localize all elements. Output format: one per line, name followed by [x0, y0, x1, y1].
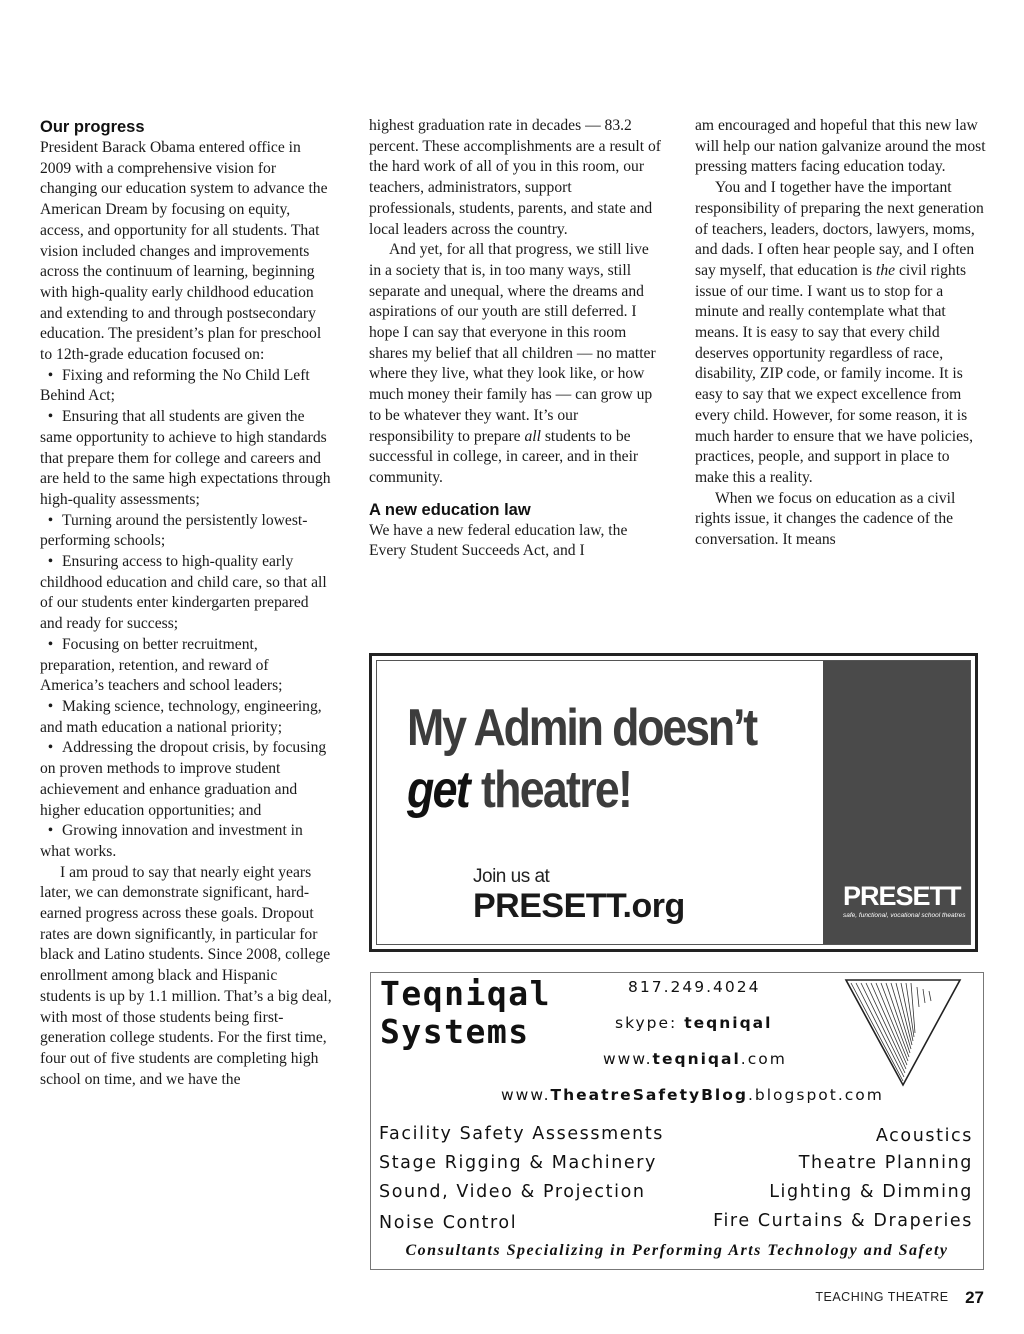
bullet-item: • Ensuring access to high-quality early childhood education and child care, so that all of our students enter kindergarten prepared and ready for success;	[40, 553, 327, 633]
ad-tagline: Consultants Specializing in Performing Arts Technology and Safety	[405, 1242, 949, 1259]
ad-headline-2: get theatre!	[407, 761, 632, 819]
triangle-logo-icon	[843, 977, 963, 1089]
bullet-item: • Addressing the dropout crisis, by focusing on proven methods to improve student achievement and enhance graduation and higher education opportunities; and	[40, 739, 327, 819]
paragraph: You and I together have the important responsibility of preparing the next generation of teachers, leaders, doctors, lawyers, moms, and dads. I often hear people say, and I often say myself, that education is the civil rights issue of our time. I want us to stop for a minute and really contemplate what that means. It is easy to say that every child deserves opportunity regardless of race, disability, ZIP code, or family income. It is easy to say that we expect excellence from every child. However, for some reason, it is much harder to ensure that we have policies, practices, people, and support in place to make this a reality.	[695, 179, 984, 486]
paragraph: We have a new federal education law, the Every Student Succeeds Act, and I	[369, 521, 628, 560]
bullet-item: • Growing innovation and investment in what works.	[40, 822, 303, 860]
blog-url: www.TheatreSafetyBlog.blogspot.com	[501, 1086, 884, 1104]
article-column-2	[369, 116, 661, 562]
presett-logo: PRESETT	[843, 881, 961, 911]
paragraph: And yet, for all that progress, we still live in a society that is, in too many ways, still separate and unequal, where the dreams and aspirations of our youth are still deferred. I hope I can say that everyone in this room shares my belief that all children — no matter where they live, what they look like, or how much money their family has — can grow up to be whatever they want. It’s our responsibility to prepare all students to be successful in college, in career, and in their community.	[369, 241, 656, 486]
service-item: Theatre Planning	[798, 1153, 973, 1173]
section-heading-new-law: A new education law	[369, 500, 531, 519]
paragraph: I am proud to say that nearly eight years later, we can demonstrate significant, hard-earned progress across these goals. Dropout rates are down significantly, in particular for black and Latino students. Since 2008, college enrollment among black and Hispanic students is up by 1.1 million. That’s a big deal, with most of those students being first-generation college students. For the first time, four out of five students are completing high school on time, and we have the	[40, 863, 332, 1088]
ad-join-text: Join us at	[473, 866, 550, 887]
service-item: Lighting & Dimming	[769, 1182, 973, 1202]
teqniqal-advertisement	[370, 972, 984, 1270]
presett-advertisement	[369, 653, 978, 952]
bullet-item: • Turning around the persistently lowest-performing schools;	[40, 511, 308, 550]
service-item: Fire Curtains & Draperies	[713, 1211, 973, 1231]
presett-tagline: safe, functional, vocational school theatres	[843, 912, 966, 919]
bullet-item: • Making science, technology, engineering, and math education a national priority;	[40, 697, 322, 736]
paragraph: am encouraged and hopeful that this new law will help our nation galvanize around the most pressing matters facing education today.	[695, 117, 986, 176]
paragraph: When we focus on education as a civil rights issue, it changes the cadence of the conversation. It means	[695, 489, 956, 549]
service-item: Sound, Video & Projection	[379, 1182, 646, 1202]
article-column-1	[40, 116, 332, 1090]
service-item: Acoustics	[875, 1126, 973, 1146]
magazine-name: TEACHING THEATRE	[815, 1290, 949, 1304]
website: www.teqniqal.com	[603, 1050, 787, 1068]
service-item: Facility Safety Assessments	[379, 1124, 665, 1144]
paragraph: highest graduation rate in decades — 83.2 percent. These accomplishments are a result of the hard work of all of you in this room, our teachers, administrators, support professionals, students, parents, and state and local leaders across the country.	[369, 117, 661, 238]
skype-contact: skype: teqniqal	[615, 1014, 773, 1032]
ad-headline: My Admin doesn’t	[407, 699, 757, 757]
paragraph: President Barack Obama entered office in 2009 with a comprehensive vision for changing our education system to advance the American Dream by focusing on equity, access, and opportunity for all students. That vision included changes and improvements across the continuum of learning, beginning with high-quality early childhood education and extending to and through postsecondary education. The president’s plan for preschool to 12th-grade education focused on:	[40, 139, 328, 364]
bullet-item: • Fixing and reforming the No Child Left Behind Act;	[40, 366, 310, 405]
bullet-item: • Focusing on better recruitment, preparation, retention, and reward of America’s teachers and school leaders;	[40, 635, 283, 695]
page-footer	[815, 1288, 984, 1308]
company-name: Teqniqal Systems	[380, 974, 551, 1051]
service-item: Stage Rigging & Machinery	[379, 1153, 658, 1173]
bullet-item: • Ensuring that all students are given the same opportunity to achieve to high standards that prepare them for college and careers and are held to the same high expectations through high-quality assessments;	[40, 408, 331, 508]
article-column-3	[695, 116, 987, 551]
page-number: 27	[965, 1288, 984, 1307]
phone-number: 817.249.4024	[628, 978, 761, 996]
section-heading-our-progress: Our progress	[40, 118, 145, 136]
presett-logo-panel	[823, 661, 970, 944]
service-item: Noise Control	[379, 1213, 518, 1233]
ad-url: PRESETT.org	[473, 887, 685, 925]
